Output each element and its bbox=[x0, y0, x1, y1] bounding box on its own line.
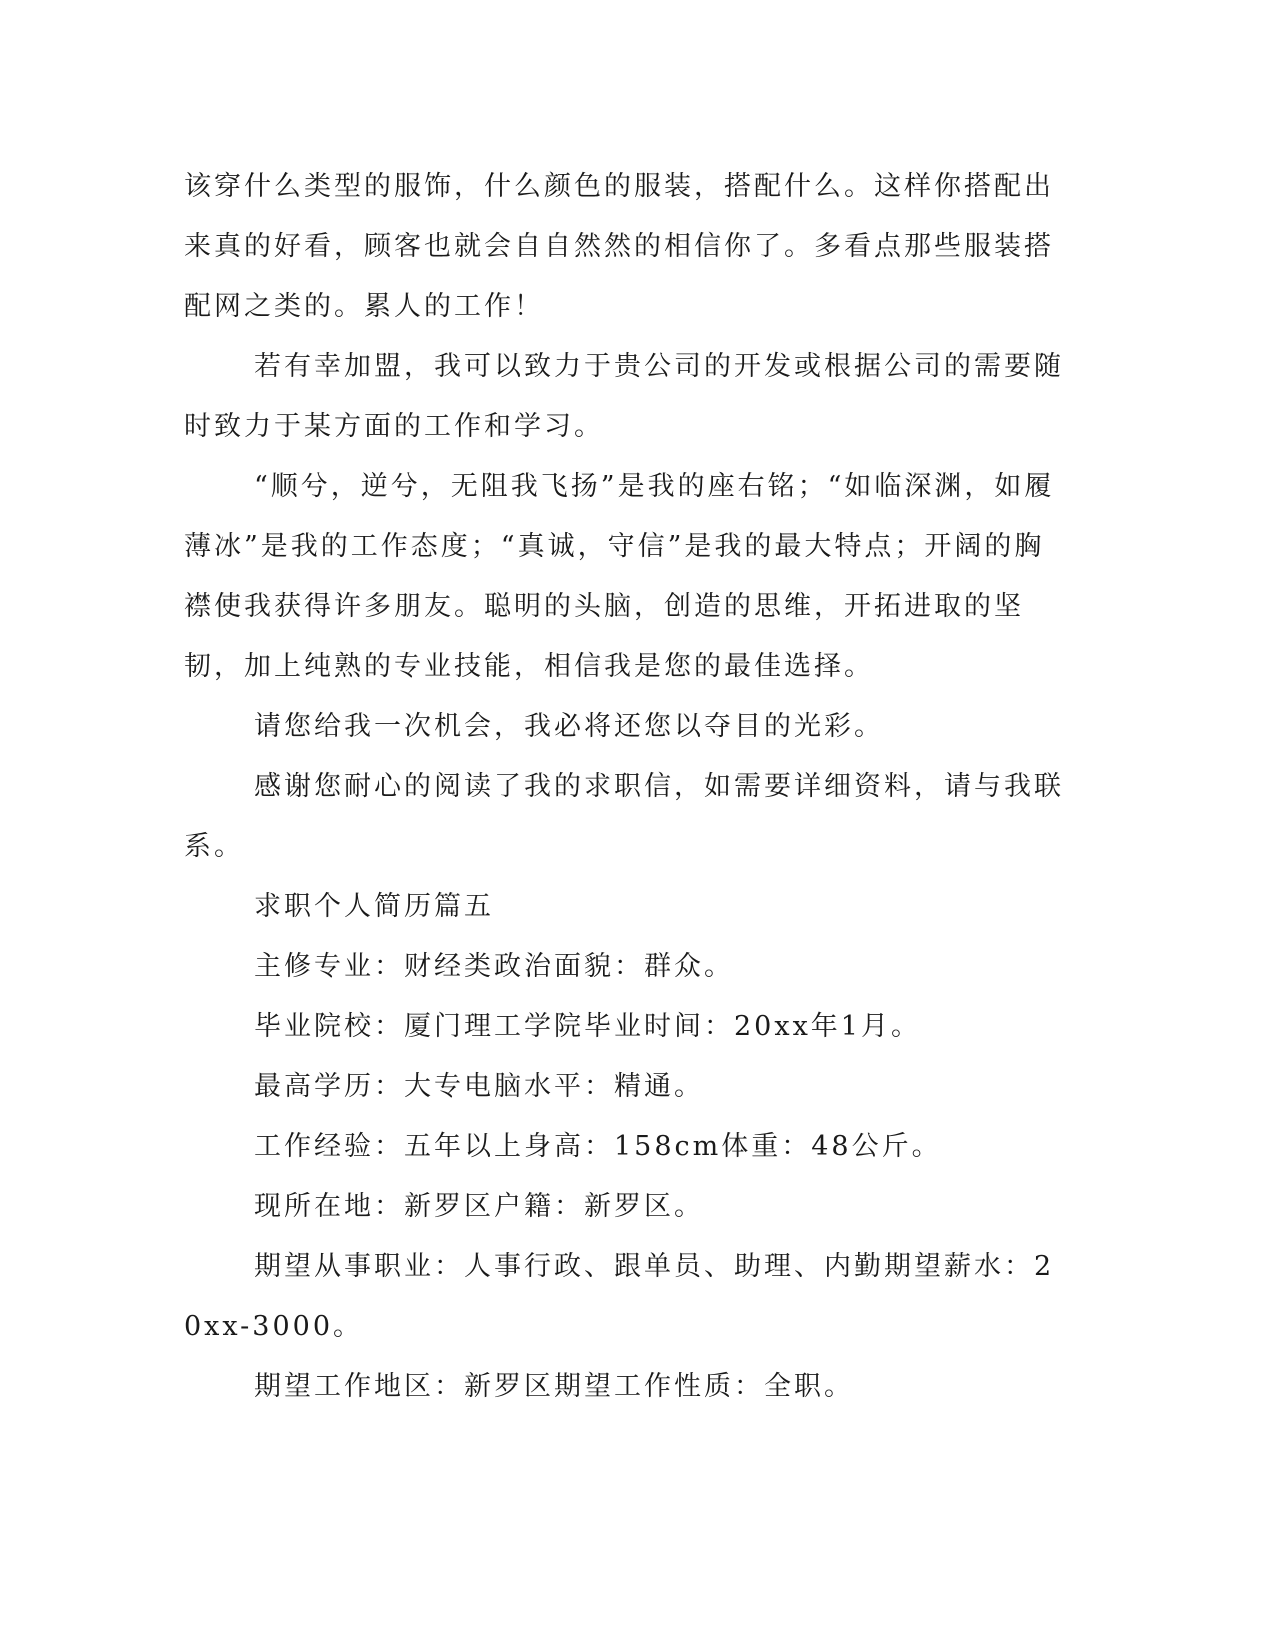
document-body bbox=[184, 157, 1064, 1417]
resume-school: 毕业院校：厦门理工学院毕业时间：20xx年1月。 bbox=[254, 1011, 921, 1042]
paragraph-thanks: 感谢您耐心的阅读了我的求职信，如需要详细资料，请与我联系。 bbox=[184, 771, 1064, 862]
section-heading: 求职个人简历篇五 bbox=[254, 891, 494, 922]
resume-education: 最高学历：大专电脑水平：精通。 bbox=[254, 1071, 704, 1102]
resume-location: 现所在地：新罗区户籍：新罗区。 bbox=[254, 1191, 704, 1222]
paragraph-join-company: 若有幸加盟，我可以致力于贵公司的开发或根据公司的需要随时致力于某方面的工作和学习。 bbox=[184, 351, 1064, 442]
paragraph-clothing-advice: 该穿什么类型的服饰，什么颜色的服装，搭配什么。这样你搭配出来真的好看，顾客也就会自自然然的相信你了。多看点那些服装搭配网之类的。累人的工作！ bbox=[184, 171, 1054, 322]
resume-desired-area: 期望工作地区：新罗区期望工作性质：全职。 bbox=[254, 1371, 854, 1402]
resume-experience: 工作经验：五年以上身高：158cm体重：48公斤。 bbox=[254, 1131, 942, 1162]
resume-desired-job: 期望从事职业：人事行政、跟单员、助理、内勤期望薪水：20xx-3000。 bbox=[184, 1251, 1055, 1342]
paragraph-request-chance: 请您给我一次机会，我必将还您以夺目的光彩。 bbox=[254, 711, 884, 742]
paragraph-motto: “顺兮，逆兮，无阻我飞扬”是我的座右铭；“如临深渊，如履薄冰”是我的工作态度；“真诚，守信”是我的最大特点；开阔的胸襟使我获得许多朋友。聪明的头脑，创造的思维，开拓进取的坚韧，加上纯熟的专业技能，相信我是您的最佳选择。 bbox=[184, 471, 1055, 682]
resume-major: 主修专业：财经类政治面貌：群众。 bbox=[254, 951, 734, 982]
